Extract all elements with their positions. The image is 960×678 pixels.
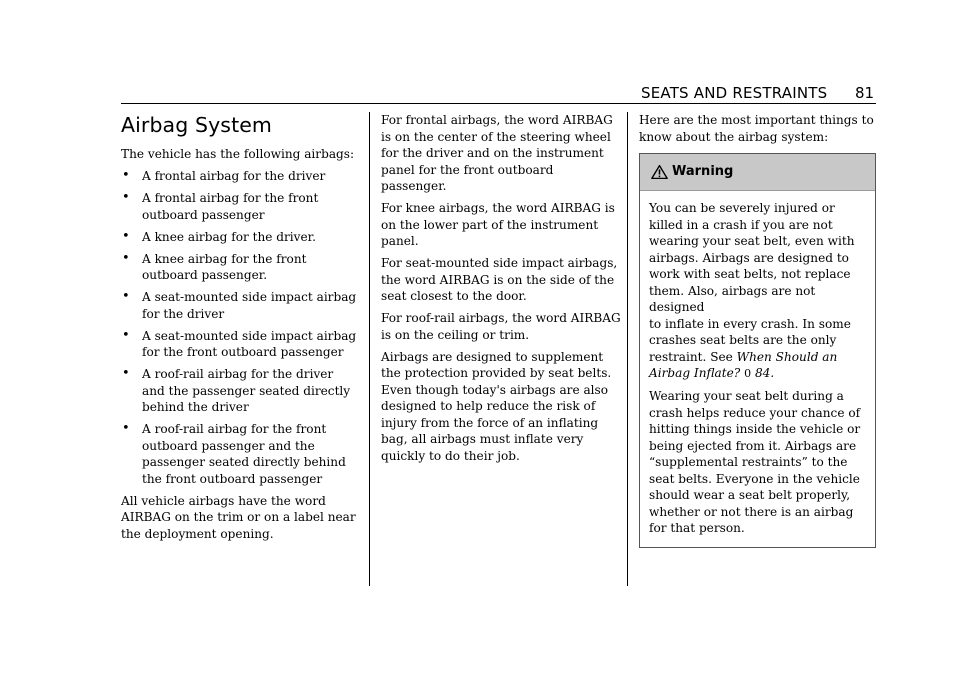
- column-3: [639, 112, 876, 548]
- warning-paragraph-2: Wearing your seat belt during a crash helps reduce your chance of hitting things inside the vehicle or being ejected from it. Airbags are “supplemental restraints” to the seat belts. Everyone in the vehicle should wear a seat belt properly, whether or not there is an airbag for that person.: [649, 389, 861, 535]
- paragraph-roof-rail-airbags: For roof-rail airbags, the word AIRBAG is on the ceiling or trim.: [381, 311, 621, 342]
- list-item: • A frontal airbag for the driver: [122, 168, 326, 183]
- header-rule: [121, 103, 876, 104]
- page-reference-arrow-icon: 0: [744, 367, 752, 380]
- column-2: [381, 112, 621, 470]
- airbag-label-note: All vehicle airbags have the word AIRBAG on the trim or on a label near the deployment opening.: [121, 493, 356, 541]
- column-divider-2: [627, 112, 628, 586]
- bullet-mark: •: [122, 421, 130, 436]
- list-item: • A seat-mounted side impact airbag for the front outboard passenger: [122, 327, 357, 359]
- bullet-mark: •: [122, 366, 130, 381]
- paragraph-side-impact-airbags: For seat-mounted side impact airbags, the word AIRBAG is on the side of the seat closest to the door.: [381, 256, 618, 303]
- warning-triangle-icon: [651, 164, 668, 180]
- paragraph-knee-airbags: For knee airbags, the word AIRBAG is on the lower part of the instrument panel.: [381, 201, 615, 248]
- bullet-mark: •: [122, 250, 130, 266]
- column-divider-1: [369, 112, 370, 586]
- warning-label: Warning: [672, 163, 734, 179]
- column-1: [121, 112, 361, 548]
- warning-paragraph-1: You can be severely injured or killed in a crash if you are not wearing your seat belt, even with airbags. Airbags are designed to work with seat belts, not replace them. Also, airbags are not designed to inflate in every crash. In some crashes seat belts are the only restraint. See When Should an Airbag Inflate? 0 84.: [649, 201, 855, 380]
- running-header: SEATS AND RESTRAINTS: [641, 84, 828, 102]
- list-item: • A roof-rail airbag for the driver and the passenger seated directly behind the driver: [122, 366, 351, 414]
- bullet-mark: •: [122, 190, 130, 205]
- warning-header: [640, 154, 875, 191]
- warning-body: [640, 191, 875, 547]
- airbag-intro: The vehicle has the following airbags:: [121, 147, 355, 161]
- page-number: 81: [855, 84, 875, 102]
- list-item: • A knee airbag for the front outboard passenger.: [122, 250, 307, 282]
- bullet-mark: •: [122, 228, 130, 244]
- bullet-mark: •: [122, 327, 130, 343]
- section-title: Airbag System: [121, 113, 272, 137]
- list-item: • A seat-mounted side impact airbag for the driver: [122, 289, 357, 321]
- list-item: • A knee airbag for the driver.: [122, 228, 316, 244]
- airbag-list: [121, 168, 361, 487]
- paragraph-frontal-airbags: For frontal airbags, the word AIRBAG is on the center of the steering wheel for the driver and on the instrument panel for the front outboard passenger.: [381, 113, 613, 193]
- paragraph-supplement: Airbags are designed to supplement the protection provided by seat belts. Even though today's airbags are also designed to help reduce the risk of injury from the force of an inflating bag, all airbags must inflate very quickly to do their job.: [381, 349, 612, 463]
- cross-reference-link[interactable]: When Should an Airbag Inflate? 0 84.: [649, 349, 838, 380]
- important-things-intro: Here are the most important things to know about the airbag system:: [639, 113, 874, 144]
- warning-box: [639, 153, 876, 548]
- list-item: • A roof-rail airbag for the front outboard passenger and the passenger seated directly behind the front outboard passenger: [122, 421, 346, 486]
- bullet-mark: •: [122, 289, 130, 304]
- list-item: • A frontal airbag for the front outboard passenger: [122, 190, 319, 222]
- bullet-mark: •: [122, 168, 130, 183]
